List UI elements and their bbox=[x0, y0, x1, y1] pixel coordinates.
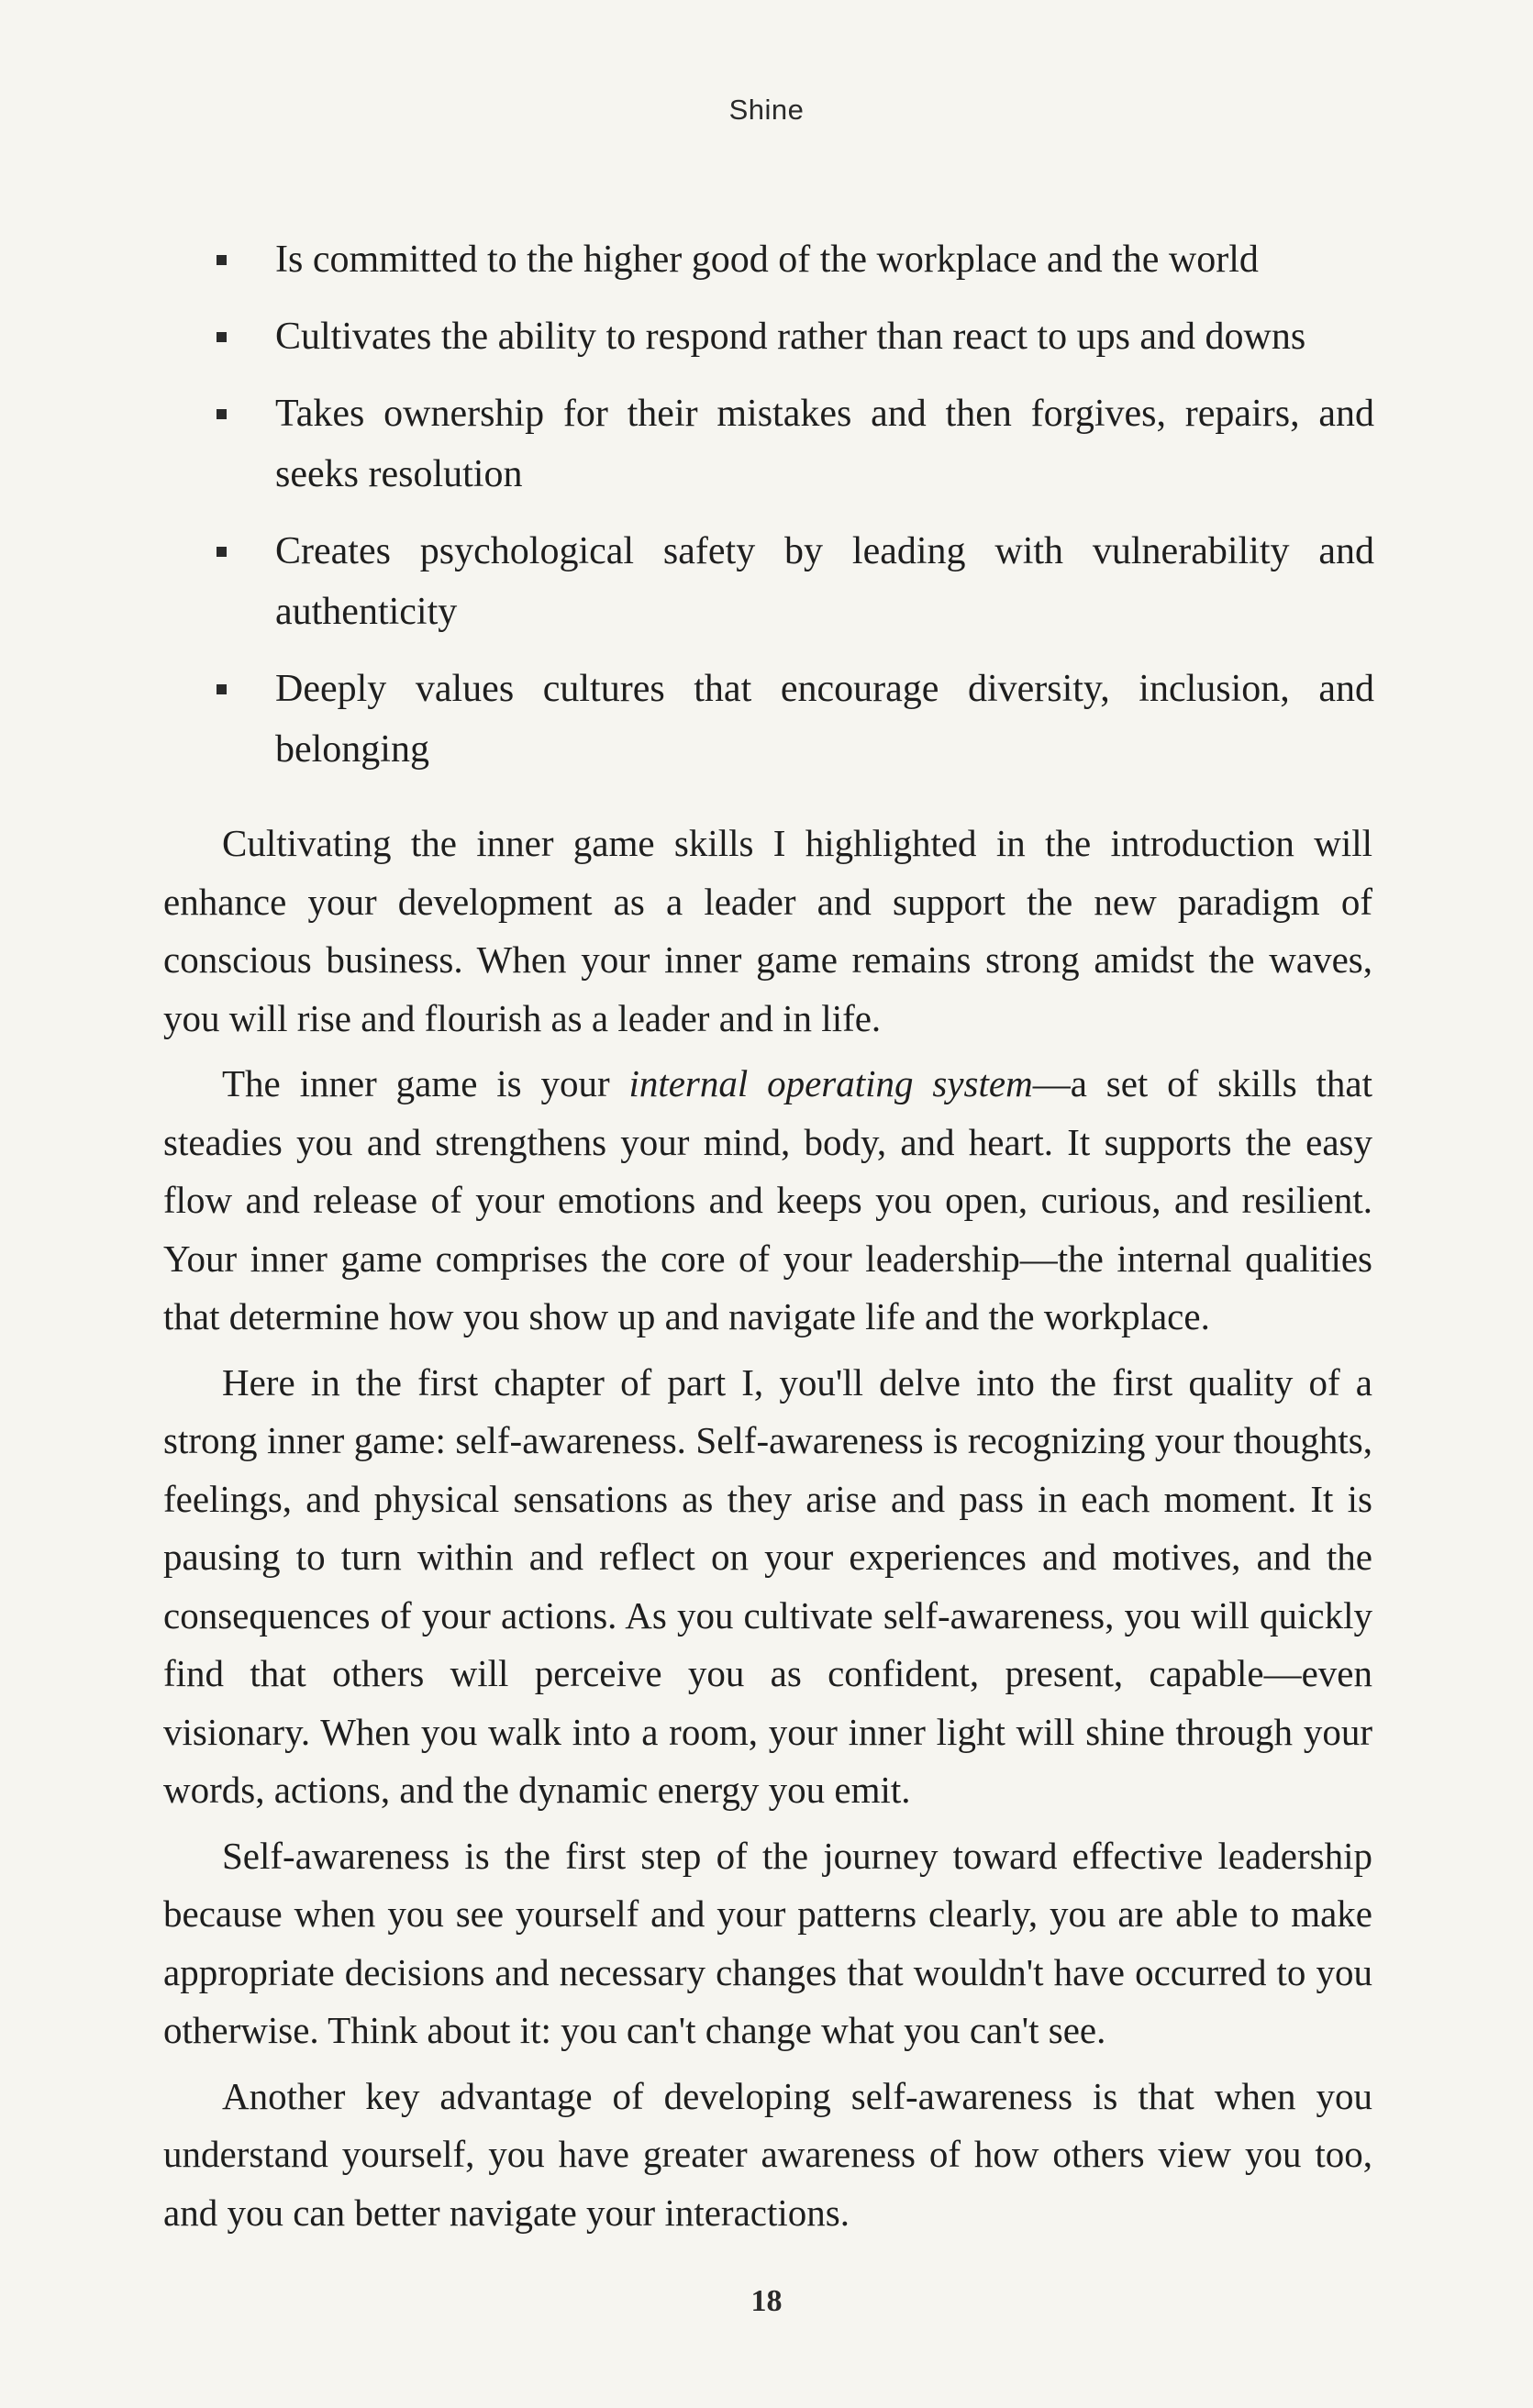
italic-phrase: internal operating system bbox=[628, 1062, 1033, 1104]
list-item bbox=[217, 521, 1374, 642]
paragraph-text: —a set of skills that steadies you and strengthens your mind, body, and heart. It supports the easy flow and release of your emotions and keeps you open, curious, and resilient. Your inner game comprises the core of your leadership—the internal qualities that determine how you show up and navigate life and the workplace. bbox=[163, 1062, 1372, 1337]
list-item-text: Cultivates the ability to respond rather than react to ups and downs bbox=[275, 316, 1306, 358]
square-bullet-icon bbox=[217, 409, 227, 419]
square-bullet-icon bbox=[217, 684, 227, 694]
paragraph: Cultivating the inner game skills I highlighted in the introduction will enhance your development as a leader and support the new paradigm of conscious business. When your inner game remains strong amidst the waves, you will rise and flourish as a leader and in life. bbox=[163, 822, 1372, 1039]
running-head: Shine bbox=[728, 94, 805, 126]
paragraph: Here in the first chapter of part I, you'll delve into the first quality of a strong inner game: self-awareness. Self-awareness is recognizing your thoughts, feelings, and physical sensations as they arise and pass in each moment. It is pausing to turn within and reflect on your experiences and motives, and the consequences of your actions. As you cultivate self-awareness, you will quickly find that others will perceive you as confident, present, capable—even visionary. When you walk into a room, your inner light will shine through your words, actions, and the dynamic energy you emit. bbox=[163, 1360, 1372, 1811]
paragraph: Self-awareness is the first step of the journey toward effective leadership because when you see yourself and your patterns clearly, you are able to make appropriate decisions and necessary changes that wouldn't have occurred to you otherwise. Think about it: you can't change what you can't see. bbox=[163, 1834, 1372, 2051]
square-bullet-icon bbox=[217, 547, 227, 557]
paragraph-text: The inner game is your bbox=[222, 1062, 629, 1104]
list-item bbox=[217, 229, 1374, 290]
list-item bbox=[217, 306, 1374, 367]
page-number: 18 bbox=[750, 2284, 783, 2318]
square-bullet-icon bbox=[217, 332, 227, 342]
bullet-list bbox=[217, 229, 1374, 796]
list-item bbox=[217, 383, 1374, 505]
list-item-text: Is committed to the higher good of the workplace and the world bbox=[275, 239, 1259, 281]
list-item-text: Creates psychological safety by leading with vulnerability and authenticity bbox=[275, 530, 1374, 633]
body-text bbox=[163, 815, 1372, 2249]
paragraph: Another key advantage of developing self-awareness is that when you understand yourself, you have greater awareness of how others view you too, and you can better navigate your interactions. bbox=[163, 2074, 1372, 2234]
list-item-text: Deeply values cultures that encourage diversity, inclusion, and belonging bbox=[275, 668, 1374, 771]
list-item bbox=[217, 659, 1374, 780]
square-bullet-icon bbox=[217, 255, 227, 265]
list-item-text: Takes ownership for their mistakes and then forgives, repairs, and seeks resolution bbox=[275, 393, 1374, 495]
paragraph bbox=[163, 1055, 1372, 1347]
